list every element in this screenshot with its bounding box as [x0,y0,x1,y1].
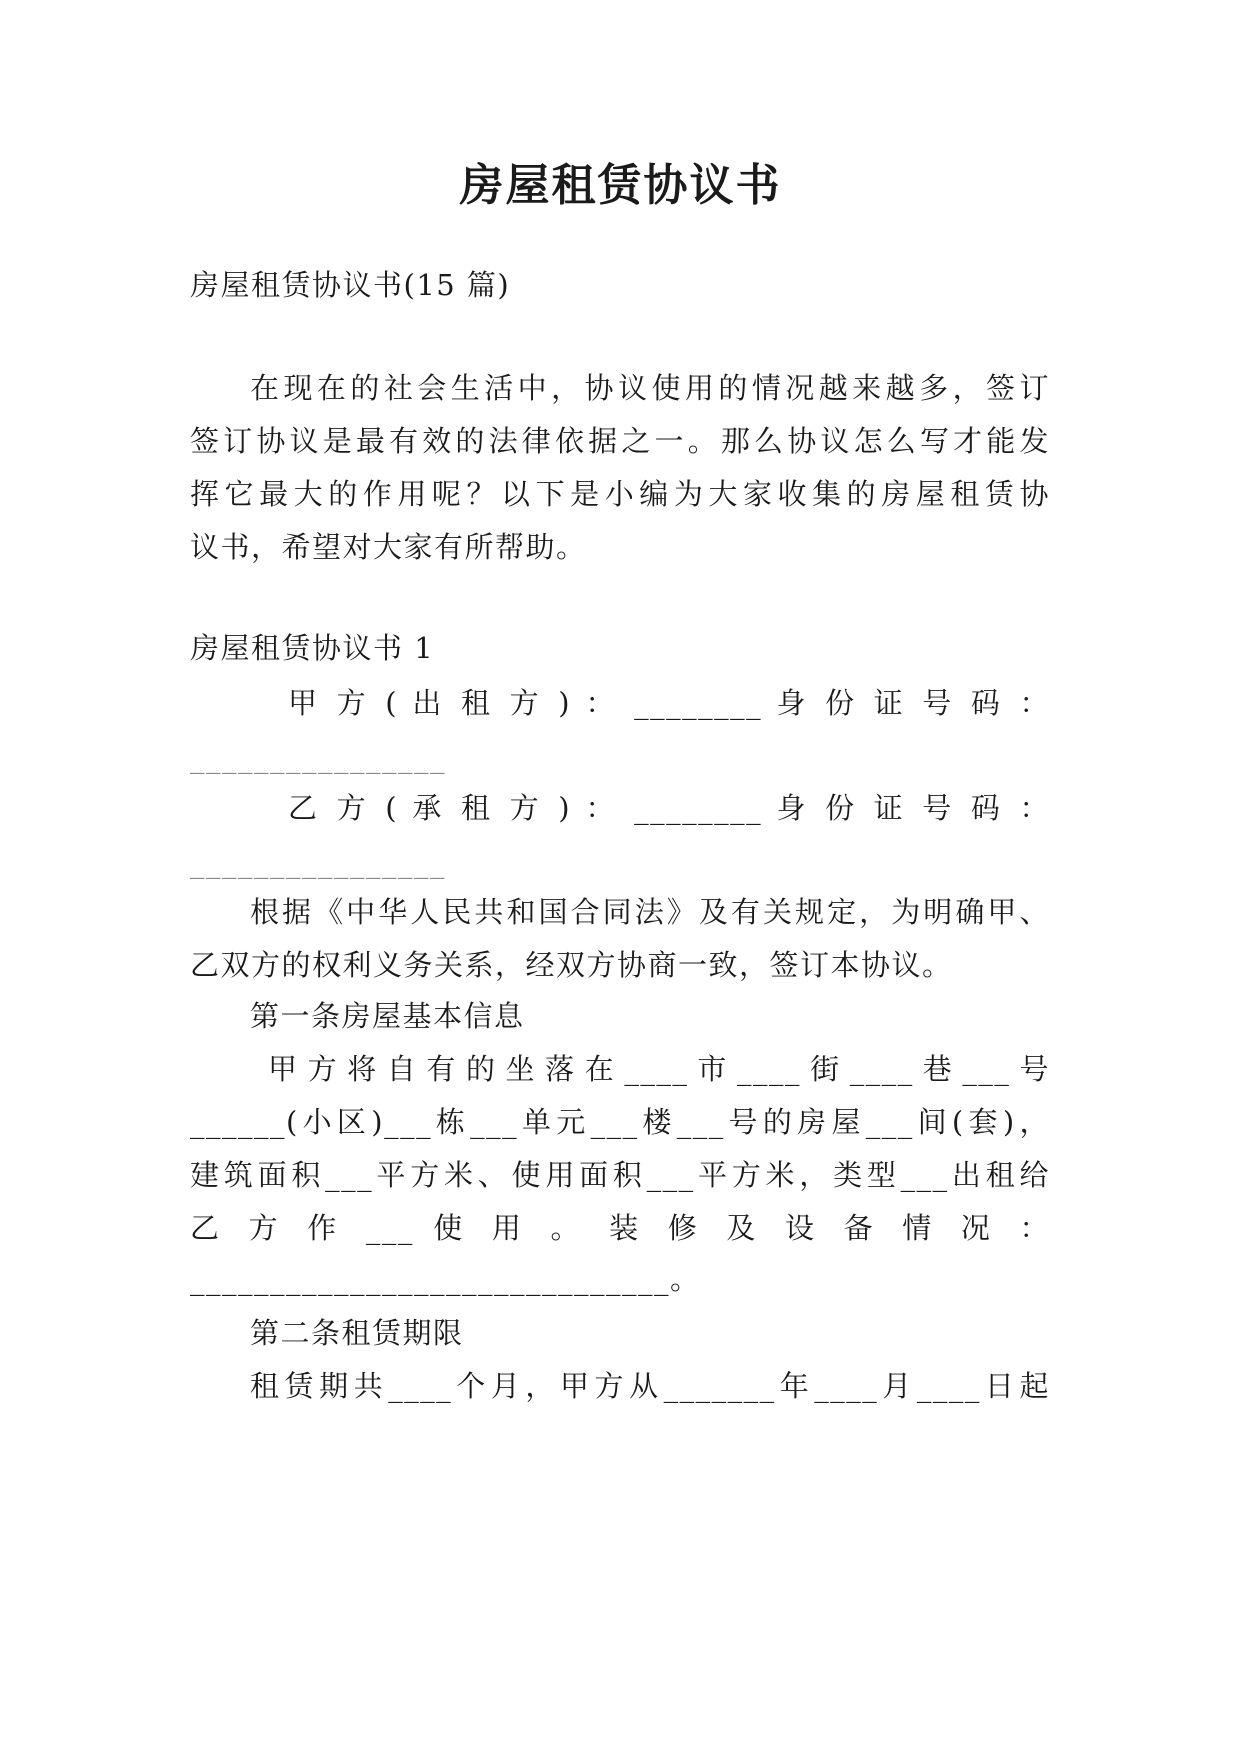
article1-line-2: ______(小区)___栋___单元___楼___号的房屋___间(套)， [190,1105,1050,1139]
basis-line-1: 根据《中华人民共和国合同法》及有关规定，为明确甲、 [250,895,1050,929]
section-heading: 房屋租赁协议书 1 [190,631,435,665]
party-b-id-blank: ________________ [190,845,446,879]
party-a-id-blank: ________________ [190,740,446,774]
intro-line-4: 议书，希望对大家有所帮助。 [190,530,587,564]
article1-line-1: 甲方将自有的坐落在____市____街____巷___号 [268,1052,1050,1086]
article1-line-3: 建筑面积___平方米、使用面积___平方米，类型___出租给 [190,1158,1050,1192]
party-a-line: 甲 方 ( 出 租 方 ) ： ________ 身 份 证 号 码 ： [288,686,1050,720]
document-subtitle: 房屋租赁协议书(15 篇) [190,268,511,302]
document-title: 房屋租赁协议书 [459,160,782,211]
article1-line-5: ______________________________。 [190,1262,701,1296]
intro-line-1: 在现在的社会生活中，协议使用的情况越来越多，签订 [250,371,1050,405]
article1-line-4: 乙 方 作 ___ 使 用 。 装 修 及 设 备 情 况 ： [190,1211,1050,1245]
article1-heading: 第一条房屋基本信息 [250,999,525,1033]
intro-line-3: 挥它最大的作用呢？以下是小编为大家收集的房屋租赁协 [190,477,1050,511]
basis-line-2: 乙双方的权利义务关系，经双方协商一致，签订本协议。 [190,948,953,982]
intro-line-2: 签订协议是最有效的法律依据之一。那么协议怎么写才能发 [190,424,1050,458]
article2-heading: 第二条租赁期限 [250,1316,464,1350]
party-b-line: 乙 方 ( 承 租 方 ) ： ________ 身 份 证 号 码 ： [288,791,1050,825]
article2-line-1: 租赁期共____个月，甲方从_______年____月____日起 [250,1369,1050,1403]
